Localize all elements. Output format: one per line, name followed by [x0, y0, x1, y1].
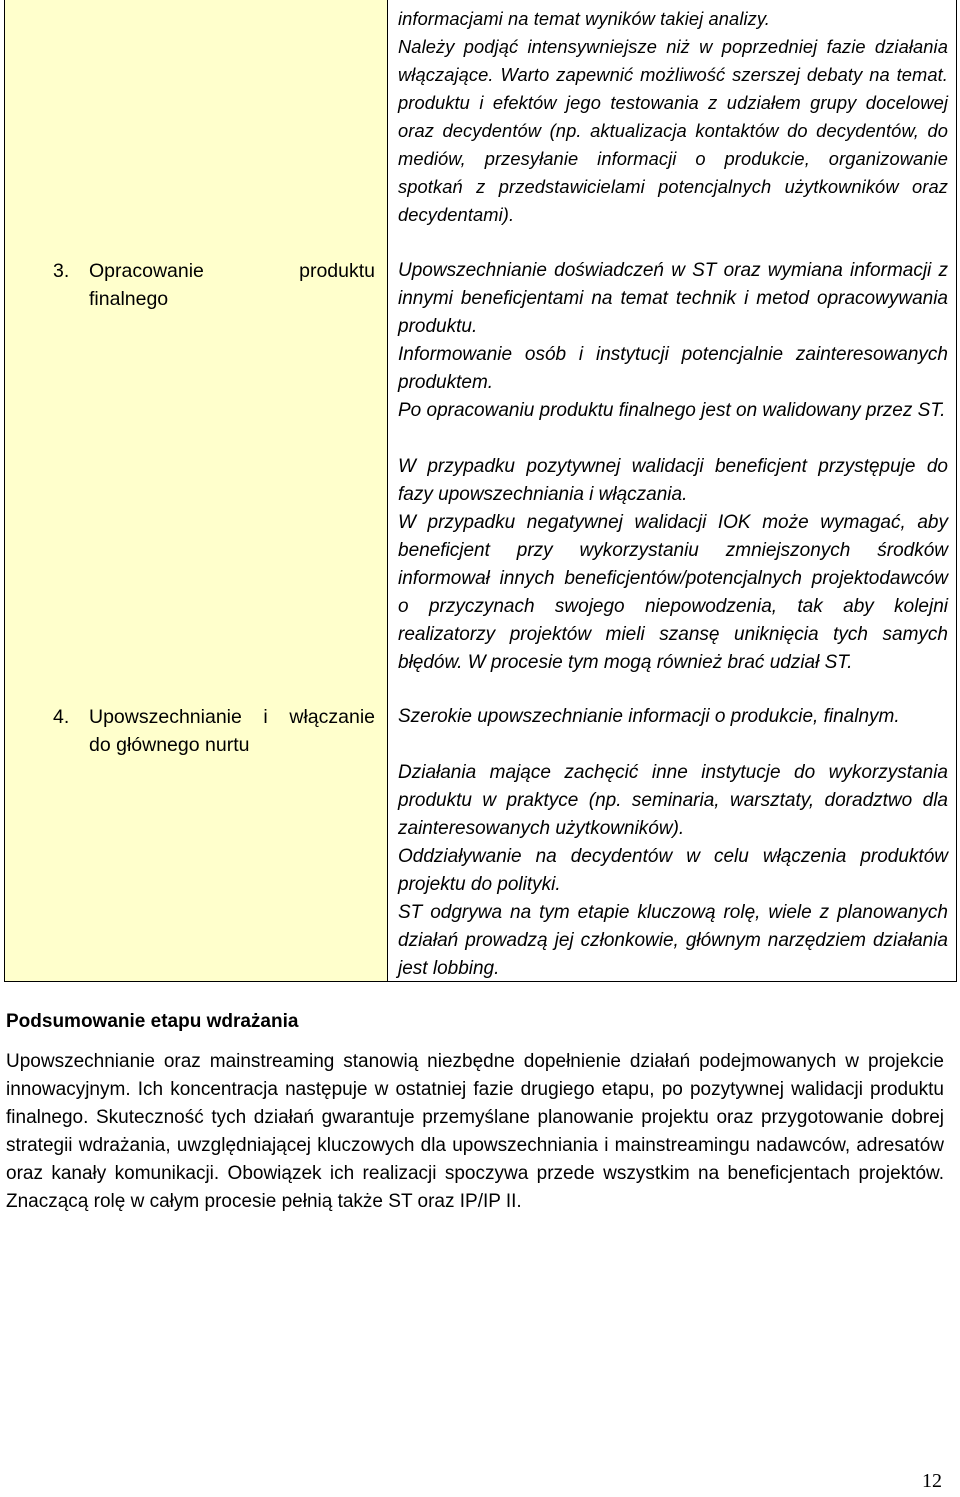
activity-item: Oddziaływanie na decydentów w celu włączenia produktów projektu do polityki. — [398, 846, 948, 895]
stage-3 — [53, 257, 375, 313]
stage-column — [5, 0, 388, 981]
activity-item: Szerokie upowszechnianie informacji o produkcie, finalnym. — [398, 706, 900, 727]
activity-item: Należy podjąć intensywniejsze niż w poprzedniej fazie działania włączające. Warto zapewnić możliwość szerszej debaty na temat. produktu i efektów jego testowania z udziałem grupy docelowej oraz decydentów (np. aktualizacja kontaktów do decydentów, do mediów, przesyłanie informacji o produkcie, organizowanie spotkań z przedstawicielami potencjalnych użytkowników oraz decydentami). — [398, 36, 948, 225]
activity-item: W przypadku pozytywnej walidacji beneficjent przystępuje do fazy upowszechniania i włączania. — [398, 456, 948, 505]
stage-title-cont: do głównego nurtu — [89, 734, 250, 756]
stage-number: 3. — [53, 260, 70, 282]
summary-paragraph: Upowszechnianie oraz mainstreaming stanowią niezbędne dopełnienie działań podejmowanych w projekcie innowacyjnym. Ich koncentracja następuje w ostatniej fazie drugiego etapu, po pozytywnej walidacji produktu finalnego. Skuteczność tych działań gwarantuje przemyślane planowanie projektu oraz przygotowanie dobrej strategii wdrażania, uwzględniającej kluczowych dla upowszechniania i mainstreamingu nadawców, adresatów oraz kanały komunikacji. Obowiązek ich realizacji spoczywa przede wszystkim na beneficjentach projektów. Znaczącą rolę w całym procesie pełnią także ST oraz IP/IP II. — [6, 1051, 944, 1212]
stage-title: Upowszechnianie i włączanie — [89, 706, 375, 728]
stage-4 — [53, 703, 375, 759]
stage-title-cont: finalnego — [89, 288, 169, 310]
activity-item: W przypadku negatywnej walidacji IOK może wymagać, aby beneficjent przy wykorzystaniu zmniejszonych środków informował innych beneficjentów/potencjalnych projektodawców o przyczynach swojego niepowodzenia, tak aby kolejni realizatorzy projektów mieli szansę uniknięcia tych samych błędów. W procesie tym mogą również brać udział ST. — [398, 512, 948, 673]
activity-item: Działania mające zachęcić inne instytucje do wykorzystania produktu w praktyce (np. seminaria, warsztaty, doradztwo dla zainteresowanych użytkowników). — [398, 762, 948, 839]
page-number: 12 — [922, 1470, 942, 1492]
activities-column — [388, 0, 956, 981]
activity-item: ST odgrywa na tym etapie kluczową rolę, wiele z planowanych działań prowadzą jej członkowie, głównym narzędziem działania jest lobbing. — [398, 902, 948, 979]
activity-item: Informowanie osób i instytucji potencjalnie zainteresowanych produktem. — [398, 344, 948, 393]
activity-item: informacjami na temat wyników takiej analizy. — [398, 8, 770, 29]
activity-item: Po opracowaniu produktu finalnego jest on walidowany przez ST. — [398, 400, 946, 421]
stage-number: 4. — [53, 706, 70, 728]
activity-item: Upowszechnianie doświadczeń w ST oraz wymiana informacji z innymi beneficjentami na temat technik i metod opracowywania produktu. — [398, 260, 948, 337]
section-heading: Podsumowanie etapu wdrażania — [6, 1011, 299, 1032]
stage-title: Opracowanie produktu — [89, 260, 375, 282]
stages-table — [4, 0, 957, 982]
